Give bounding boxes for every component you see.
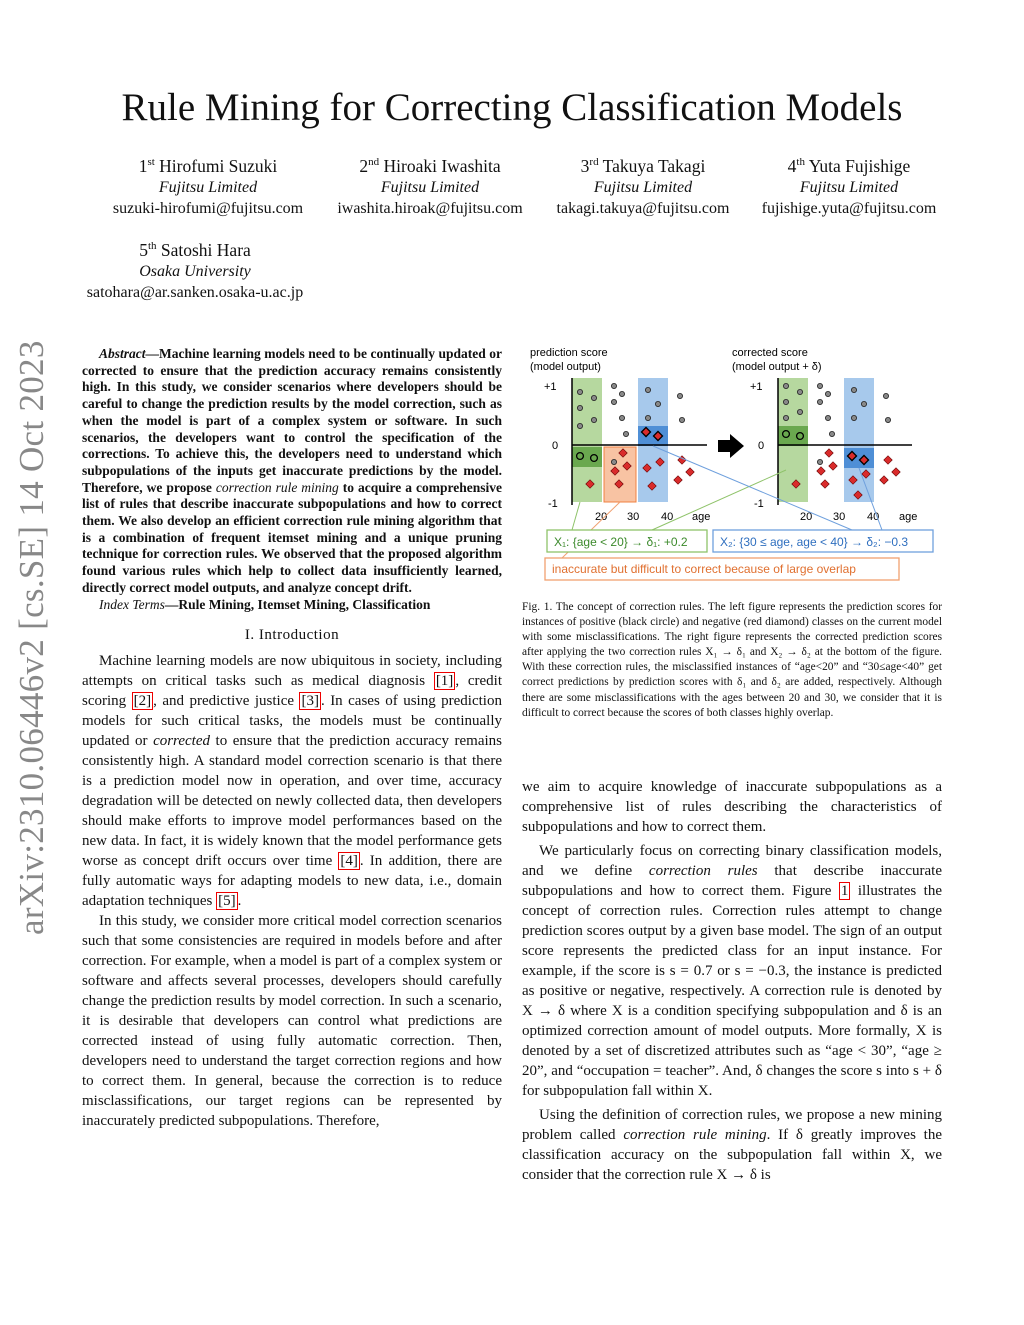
left-column [82,346,502,1131]
x-tick-40: 40 [867,511,880,523]
y-tick-mid: 0 [552,440,559,452]
positive-point [851,415,856,420]
positive-point [645,387,650,392]
right-paragraph-1: we aim to acquire knowledge of inaccurate subpopulations as a comprehensive list of rules describing the characteristics of subpopulations and how to correct them. [522,779,942,835]
y-tick-top: +1 [544,381,557,393]
positive-point [883,393,888,398]
negative-point [829,462,837,470]
positive-point [611,383,616,388]
negative-point [880,476,888,484]
x-tick-30: 30 [627,511,640,523]
connector-line [652,470,786,530]
abstract: Abstract—Machine learning models need to be continually updated or corrected to ensure that the prediction accuracy remains consistently high. In this study, we consider scenarios where developers should be careful to change the prediction results by the model correction, such as when the model is part of a complex system or software. In such scenarios, the developers want to control the specification of the corrections. To achieve this, the developers need to understand which subpopulations of the inputs get inaccurate predictions by the model. Therefore, we propose correction rule mining to acquire a comprehensive list of rules that describe inaccurate subpopulations and how to correct them. We also develop an efficient correction rule mining algorithm that is a combination of frequent itemset mining and a unique pruning technique for correction rules. We observed that the proposed algorithm found various rules which help to collect data insufficiently learned, directly correct model outputs, and analyze concept drift. Index Terms—Rule Mining, Itemset Mining, Classification [82,346,503,612]
positive-point [577,389,582,394]
positive-point [591,417,596,422]
positive-point [817,383,822,388]
right-plot-title-2: (model output + δ) [732,361,822,373]
positive-point [619,415,624,420]
overlap-note-text: inaccurate but difficult to correct because of large overlap [552,562,856,576]
left-plot [544,378,710,523]
x-tick-40: 40 [661,511,674,523]
figure-reference-link[interactable]: 1 [840,883,849,899]
section-heading-introduction: I. Introduction [244,627,340,644]
x-tick-30: 30 [833,511,846,523]
x-axis-label: age [692,511,711,523]
author-3: 3rd Takuya Takagi Fujitsu Limited takagi.takuya@fujitsu.com [556,156,730,217]
transform-arrow [718,434,744,458]
connector-line [572,502,580,530]
positive-point [783,399,788,404]
blue-highlight [844,448,874,468]
positive-point [797,389,802,394]
positive-point [825,391,830,396]
misclassified-positive-point [591,455,598,462]
right-paragraph-2: We particularly focus on correcting binary classification models, and we define correction rules that describe inaccurate subpopulations and how to correct them. Figure 1 illustrates the concept of correction rules. Correction rules attempt to change prediction scores output by a given base model. The sign of an output score represents the predicted class for an input instance. For example, if the score is s = 0.7 or s = −0.3, the instance is predicted as positive or negative, respectively. A correction rule is denoted by X → δ where X is a condition specifying subpopulation and δ is an optimized correction amount of model outputs. More formally, X is denoted by a set of discretized attributes such as “age < 30”, “age ≥ 20”, and “occupation = teacher”. And, δ changes the score s into s + δ for subpopulation fall within X. [522,843,942,1099]
figure-1 [522,340,942,585]
right-plot [750,378,917,523]
positive-point [825,415,830,420]
y-tick-bottom: -1 [548,498,558,510]
x-tick-20: 20 [595,511,608,523]
positive-point [817,399,822,404]
arxiv-identifier: arXiv:2310.06446v2 [cs.SE] 14 Oct 2023 [12,340,51,935]
figure-1-caption: Fig. 1. The concept of correction rules. The left figure represents the prediction scores for instances of positive (black circle) and negative (red diamond) classes on the current model with some misclassifications. The right figure represents the corrected prediction scores after applying the two correction rules X₁ → δ₁ and X₂ → δ₂ at the bottom of the figure. With these correction rules, the misclassified instances of “age<20” and “30≤age<40” get correct predictions by prediction scores with δ₁ and δ₂ are added, respectively. Although there are some misclassifications with the ages between 20 and 30, we consider that it is difficult to correct because the scores of both classes highly overlap. [522,601,942,719]
citation-link[interactable]: [2] [133,693,152,710]
citation-link[interactable]: [1] [435,673,454,690]
positive-point [577,405,582,410]
negative-point [825,449,833,457]
intro-paragraph-1: Machine learning models are now ubiquitous in society, including attempts on critical tasks such as medical diagnosis [1] , credit scoring [2] , and predictive justice [3] . In cases of using prediction models for such critical tasks, the models must be continually updated or corrected to ensure that the prediction accuracy remains consistently high. A standard model correction scenario is that there is a prediction model now in operation, and over time, accuracy degradation will be detected on newly collected data, then developers should make efforts to improve model performances based on the new data. In fact, it is widely known that the model performance gets worse as concept drift occurs over time [4] . In addition, there are fully automatic ways for adapting models to new data, i.e., domain adaptation techniques [5] . [82,653,502,910]
x-tick-20: 20 [800,511,813,523]
rule-1-text: X₁: {age < 20} → δ₁: +0.2 [554,535,688,549]
positive-point [783,383,788,388]
corrected-positive-point [797,433,804,440]
positive-point [797,409,802,414]
negative-point [686,468,694,476]
positive-point [619,391,624,396]
connector-line [653,446,852,530]
y-tick-bottom: -1 [754,498,764,510]
positive-point [655,401,660,406]
blue-region [844,378,874,502]
right-plot-title-1: corrected score [732,347,808,359]
corrected-positive-point [783,431,790,438]
positive-point [679,417,684,422]
citation-link[interactable]: [4] [340,853,358,870]
x-axis-label: age [899,511,918,523]
misclassified-positive-point [577,453,584,460]
citation-link[interactable]: [3] [301,693,319,710]
orange-region [604,447,636,502]
author-1: 1st Hirofumi Suzuki Fujitsu Limited suzuki-hirofumi@fujitsu.com [112,156,304,217]
author-2: 2nd Hiroaki Iwashita Fujitsu Limited iwashita.hiroak@fujitsu.com [337,156,523,217]
positive-point [591,395,596,400]
y-tick-top: +1 [750,381,763,393]
rule-2-text: X₂: {30 ≤ age, age < 40} → δ₂: −0.3 [720,535,909,549]
positive-point [645,415,650,420]
right-column [522,777,942,1185]
left-plot-title-1: prediction score [530,347,608,359]
author-5: 5th Satoshi Hara Osaka University satohara@ar.sanken.osaka-u.ac.jp [86,240,304,301]
author-4: 4th Yuta Fujishige Fujitsu Limited fujishige.yuta@fujitsu.com [761,156,937,217]
negative-point [817,467,825,475]
positive-point [851,387,856,392]
positive-point [783,415,788,420]
positive-point [577,423,582,428]
paper-title: Rule Mining for Correcting Classification Models [121,86,903,129]
positive-point [611,399,616,404]
positive-point [817,459,822,464]
negative-point [821,480,829,488]
intro-paragraph-2: In this study, we consider more critical model correction scenarios such that some consistencies are required in models before and after correction. For example, when a model is part of a complex system or software and affects several processes, developers should carefully change the prediction results by model correction. In such a scenario, it is desirable that developers can control what predictions are corrected instead of using fully automatic correction. Then, developers need to understand the target correction regions and how to correct them. In general, because the correction is to reduce misclassifications, our target regions can be represented by inaccurately predicted subpopulations. Therefore, [82,913,502,1130]
negative-point [892,468,900,476]
positive-point [623,431,628,436]
positive-point [861,401,866,406]
positive-point [885,417,890,422]
negative-point [884,456,892,464]
citation-link[interactable]: [5] [218,893,236,910]
right-paragraph-3: Using the definition of correction rules, we propose a new mining problem called correction rule mining. If δ greatly improves the classification accuracy on the subpopulation fall within X, we consider that the correction rule X → δ is [522,1107,943,1183]
negative-point [674,476,682,484]
y-tick-mid: 0 [758,440,765,452]
positive-point [829,431,834,436]
positive-point [611,459,616,464]
left-plot-title-2: (model output) [530,361,601,373]
positive-point [677,393,682,398]
